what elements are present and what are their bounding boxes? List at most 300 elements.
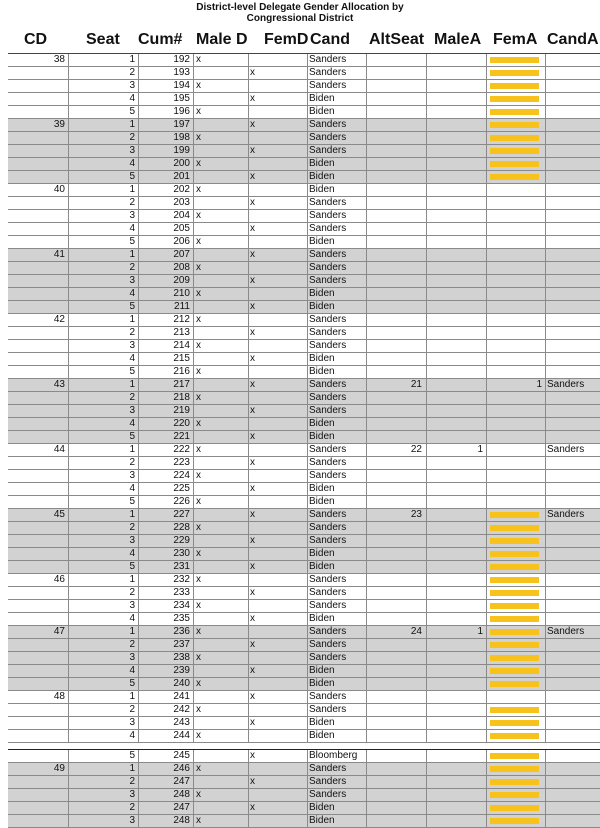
header-alt-seat: AltSeat <box>369 31 425 48</box>
cell-cand-a <box>545 314 600 326</box>
cell-fem-a <box>486 262 545 274</box>
table-row <box>8 340 600 353</box>
table-row <box>8 509 600 522</box>
cell-male-d: x <box>196 470 201 481</box>
cell-alt-seat <box>366 158 425 170</box>
fem-a-highlight-bar <box>490 525 539 531</box>
cell-cand-a <box>545 197 600 209</box>
table-row <box>8 548 600 561</box>
cell-alt-seat <box>366 392 425 404</box>
cell-male-a <box>426 106 486 118</box>
cell-male-d: x <box>196 54 201 65</box>
cell-cd <box>8 483 68 495</box>
cell-seat: 3 <box>129 340 135 351</box>
cell-cum: 203 <box>173 197 190 208</box>
table-row <box>8 327 600 340</box>
cell-alt-seat <box>366 535 425 547</box>
delegate-table <box>8 53 600 828</box>
cell-male-a <box>426 275 486 287</box>
fem-a-highlight-bar <box>490 122 539 128</box>
cell-alt-seat <box>366 750 425 762</box>
cell-cum: 207 <box>173 249 190 260</box>
cell-male-d <box>196 509 216 521</box>
cell-alt-seat <box>366 314 425 326</box>
cell-male-a <box>426 197 486 209</box>
fem-a-highlight-bar <box>490 681 539 687</box>
cell-cand-a <box>545 80 600 92</box>
cell-cand-a <box>545 470 600 482</box>
cell-cd: 41 <box>53 249 65 260</box>
cell-seat: 3 <box>129 717 135 728</box>
header-male-a: MaleA <box>434 31 482 48</box>
cell-fem-d <box>248 496 308 508</box>
cell-male-a <box>426 802 486 814</box>
cell-cand: Biden <box>309 730 335 741</box>
header-cand: Cand <box>310 31 350 48</box>
cell-cum: 235 <box>173 613 190 624</box>
cell-male-a <box>426 704 486 716</box>
table-row <box>8 392 600 405</box>
cell-male-a <box>426 314 486 326</box>
cell-cum: 238 <box>173 652 190 663</box>
cell-cum: 225 <box>173 483 190 494</box>
table-row <box>8 249 600 262</box>
cell-male-a <box>426 470 486 482</box>
cell-cd <box>8 678 68 690</box>
cell-male-d: x <box>196 418 201 429</box>
cell-male-a <box>426 301 486 313</box>
cell-fem-d: x <box>250 561 255 572</box>
cell-cd <box>8 613 68 625</box>
cell-cand: Biden <box>309 301 335 312</box>
cell-male-a <box>426 67 486 79</box>
table-row <box>8 444 600 457</box>
cell-cd <box>8 171 68 183</box>
cell-fem-a <box>486 405 545 417</box>
cell-cum: 234 <box>173 600 190 611</box>
cell-cand-a: Sanders <box>547 444 585 455</box>
cell-cand: Biden <box>309 431 335 442</box>
cell-male-a <box>426 509 486 521</box>
cell-cand: Biden <box>309 561 335 572</box>
cell-fem-d <box>248 340 308 352</box>
cell-alt-seat <box>366 470 425 482</box>
cell-fem-a <box>486 366 545 378</box>
fem-a-highlight-bar <box>490 109 539 115</box>
cell-cd <box>8 288 68 300</box>
cell-male-d <box>196 613 216 625</box>
cell-male-a <box>426 496 486 508</box>
cell-alt-seat <box>366 275 425 287</box>
cell-cand-a <box>545 210 600 222</box>
header-cand-a: CandA <box>547 31 599 48</box>
cell-seat: 1 <box>129 119 135 130</box>
cell-male-d <box>196 691 216 703</box>
cell-seat: 5 <box>129 678 135 689</box>
cell-cd <box>8 145 68 157</box>
fem-a-highlight-bar <box>490 720 539 726</box>
cell-cum: 204 <box>173 210 190 221</box>
cell-cand: Sanders <box>309 587 347 598</box>
cell-cand-a: Sanders <box>547 379 585 390</box>
cell-male-a <box>426 353 486 365</box>
cell-cum: 209 <box>173 275 190 286</box>
cell-cand: Sanders <box>309 80 347 91</box>
cell-seat: 5 <box>129 496 135 507</box>
cell-alt-seat <box>366 776 425 788</box>
cell-alt-seat <box>366 548 425 560</box>
cell-male-a <box>426 600 486 612</box>
table-row <box>8 379 600 392</box>
cell-cd <box>8 353 68 365</box>
cell-male-d <box>196 431 216 443</box>
cell-cum: 205 <box>173 223 190 234</box>
cell-alt-seat <box>366 80 425 92</box>
table-row <box>8 210 600 223</box>
cell-seat: 3 <box>129 815 135 826</box>
cell-seat: 5 <box>129 366 135 377</box>
fem-a-highlight-bar <box>490 564 539 570</box>
cell-fem-d: x <box>250 223 255 234</box>
cell-cand: Sanders <box>309 704 347 715</box>
cell-fem-d <box>248 158 308 170</box>
cell-fem-d: x <box>250 301 255 312</box>
cell-male-d: x <box>196 80 201 91</box>
table-row <box>8 145 600 158</box>
cell-cum: 242 <box>173 704 190 715</box>
cell-cand-a <box>545 106 600 118</box>
cell-male-d <box>196 535 216 547</box>
cell-cd <box>8 67 68 79</box>
cell-male-a <box>426 457 486 469</box>
table-row <box>8 639 600 652</box>
cell-fem-d: x <box>250 691 255 702</box>
cell-cum: 211 <box>174 301 190 312</box>
cell-male-d <box>196 223 216 235</box>
cell-seat: 1 <box>129 574 135 585</box>
cell-male-d <box>196 561 216 573</box>
cell-cand-a <box>545 418 600 430</box>
table-row <box>8 600 600 613</box>
cell-cum: 228 <box>173 522 190 533</box>
cell-cand: Biden <box>309 106 335 117</box>
table-row <box>8 301 600 314</box>
cell-male-a <box>426 327 486 339</box>
cell-cand-a <box>545 67 600 79</box>
cell-cand: Sanders <box>309 249 347 260</box>
cell-male-d <box>196 249 216 261</box>
cell-alt-seat <box>366 366 425 378</box>
table-row <box>8 763 600 776</box>
table-row <box>8 626 600 639</box>
table-row <box>8 366 600 379</box>
cell-cum: 202 <box>173 184 190 195</box>
cell-fem-d <box>248 314 308 326</box>
cell-fem-a <box>486 197 545 209</box>
cell-male-a <box>426 613 486 625</box>
cell-fem-d: x <box>250 665 255 676</box>
cell-male-d <box>196 171 216 183</box>
cell-seat: 4 <box>129 158 135 169</box>
cell-seat: 4 <box>129 483 135 494</box>
cell-cand-a <box>545 392 600 404</box>
document-title-line-1: District-level Delegate Gender Allocation by <box>196 2 404 13</box>
cell-fem-a <box>486 431 545 443</box>
cell-cum: 212 <box>173 314 190 325</box>
cell-male-a <box>426 730 486 742</box>
cell-cand: Biden <box>309 548 335 559</box>
cell-cd <box>8 717 68 729</box>
cell-cand: Biden <box>309 288 335 299</box>
cell-cand: Sanders <box>309 600 347 611</box>
cell-alt-seat <box>366 327 425 339</box>
cell-seat: 1 <box>129 184 135 195</box>
cell-fem-a <box>486 691 545 703</box>
table-row <box>8 288 600 301</box>
cell-male-d <box>196 639 216 651</box>
fem-a-highlight-bar <box>490 668 539 674</box>
cell-male-d: x <box>196 392 201 403</box>
cell-fem-a <box>486 275 545 287</box>
cell-alt-seat <box>366 600 425 612</box>
cell-male-a <box>426 483 486 495</box>
fem-a-highlight-bar <box>490 70 539 76</box>
cell-cd: 45 <box>53 509 65 520</box>
cell-cd: 38 <box>53 54 65 65</box>
cell-male-a <box>426 210 486 222</box>
cell-cum: 208 <box>173 262 190 273</box>
cell-male-a <box>426 418 486 430</box>
cell-alt-seat <box>366 457 425 469</box>
cell-alt-seat <box>366 613 425 625</box>
fem-a-highlight-bar <box>490 616 539 622</box>
cell-fem-d <box>248 392 308 404</box>
cell-cd <box>8 223 68 235</box>
cell-cd <box>8 600 68 612</box>
cell-cand: Biden <box>309 483 335 494</box>
cell-cum: 219 <box>173 405 190 416</box>
cell-cum: 223 <box>173 457 190 468</box>
cell-male-d: x <box>196 132 201 143</box>
table-row <box>8 613 600 626</box>
cell-seat: 2 <box>129 262 135 273</box>
cell-cand: Sanders <box>309 691 347 702</box>
fem-a-highlight-bar <box>490 805 539 811</box>
cell-cum: 243 <box>173 717 190 728</box>
cell-fem-a <box>486 236 545 248</box>
cell-seat: 1 <box>129 691 135 702</box>
cell-cum: 248 <box>173 789 190 800</box>
cell-cum: 247 <box>173 802 190 813</box>
cell-fem-d: x <box>250 171 255 182</box>
cell-fem-d: x <box>250 67 255 78</box>
cell-male-d <box>196 145 216 157</box>
cell-seat: 3 <box>129 470 135 481</box>
cell-cand-a <box>545 613 600 625</box>
cell-cd <box>8 197 68 209</box>
cell-cd <box>8 80 68 92</box>
cell-male-a <box>426 587 486 599</box>
cell-cand-a <box>545 600 600 612</box>
table-row <box>8 496 600 509</box>
cell-male-d: x <box>196 704 201 715</box>
cell-cand-a <box>545 301 600 313</box>
fem-a-highlight-bar <box>490 512 539 518</box>
cell-male-d: x <box>196 314 201 325</box>
cell-male-d <box>196 717 216 729</box>
cell-cand: Sanders <box>309 763 347 774</box>
cell-fem-d: x <box>250 535 255 546</box>
cell-fem-d: x <box>250 457 255 468</box>
cell-fem-d <box>248 80 308 92</box>
cell-alt-seat <box>366 340 425 352</box>
cell-cand-a <box>545 171 600 183</box>
cell-cum: 214 <box>173 340 190 351</box>
cell-cand-a <box>545 431 600 443</box>
cell-cum: 224 <box>173 470 190 481</box>
cell-cand-a <box>545 275 600 287</box>
cell-cand-a: Sanders <box>547 509 585 520</box>
cell-cand-a <box>545 802 600 814</box>
cell-alt-seat <box>366 67 425 79</box>
cell-seat: 5 <box>129 750 135 761</box>
cell-cd <box>8 327 68 339</box>
cell-cd <box>8 275 68 287</box>
fem-a-highlight-bar <box>490 779 539 785</box>
fem-a-highlight-bar <box>490 766 539 772</box>
table-row <box>8 197 600 210</box>
table-row <box>8 431 600 444</box>
cell-alt-seat <box>366 639 425 651</box>
cell-seat: 2 <box>129 639 135 650</box>
cell-cand: Sanders <box>309 145 347 156</box>
cell-male-a <box>426 288 486 300</box>
cell-cd <box>8 431 68 443</box>
cell-fem-a <box>486 470 545 482</box>
cell-alt-seat <box>366 431 425 443</box>
cell-fem-d <box>248 652 308 664</box>
cell-cand-a <box>545 483 600 495</box>
cell-male-d <box>196 301 216 313</box>
cell-cand-a <box>545 236 600 248</box>
cell-cand: Biden <box>309 366 335 377</box>
cell-cd: 49 <box>53 763 65 774</box>
cell-seat: 4 <box>129 223 135 234</box>
cell-fem-d: x <box>250 587 255 598</box>
cell-alt-seat <box>366 249 425 261</box>
cell-alt-seat <box>366 262 425 274</box>
cell-cand: Sanders <box>309 776 347 787</box>
cell-male-d: x <box>196 236 201 247</box>
cell-male-a <box>426 340 486 352</box>
cell-cum: 196 <box>173 106 190 117</box>
cell-cand-a <box>545 789 600 801</box>
cell-seat: 3 <box>129 789 135 800</box>
cell-seat: 5 <box>129 106 135 117</box>
cell-cand-a <box>545 158 600 170</box>
cell-cd: 42 <box>53 314 65 325</box>
cell-cum: 237 <box>173 639 190 650</box>
cell-alt-seat <box>366 496 425 508</box>
document-title-line-2: Congressional District <box>246 13 354 24</box>
cell-cand: Sanders <box>309 132 347 143</box>
table-row <box>8 275 600 288</box>
cell-male-d <box>196 750 216 762</box>
cell-cand-a: Sanders <box>547 626 585 637</box>
cell-seat: 4 <box>129 730 135 741</box>
cell-male-d: x <box>196 763 201 774</box>
cell-cand-a <box>545 327 600 339</box>
cell-fem-d: x <box>250 802 255 813</box>
cell-cand: Sanders <box>309 119 347 130</box>
cell-cum: 245 <box>173 750 190 761</box>
cell-male-d <box>196 327 216 339</box>
cell-fem-d <box>248 789 308 801</box>
cell-alt-seat <box>366 236 425 248</box>
cell-alt-seat <box>366 197 425 209</box>
cell-male-a <box>426 236 486 248</box>
cell-cand: Sanders <box>309 509 347 520</box>
cell-seat: 2 <box>129 587 135 598</box>
cell-male-a <box>426 158 486 170</box>
cell-fem-d <box>248 54 308 66</box>
cell-seat: 4 <box>129 288 135 299</box>
cell-fem-a <box>486 392 545 404</box>
table-row <box>8 80 600 93</box>
cell-alt-seat <box>366 802 425 814</box>
cell-fem-d: x <box>250 249 255 260</box>
cell-cand-a <box>545 288 600 300</box>
cell-cd <box>8 418 68 430</box>
cell-male-d: x <box>196 730 201 741</box>
cell-cd <box>8 210 68 222</box>
cell-fem-a <box>486 444 545 456</box>
cell-fem-d <box>248 574 308 586</box>
cell-cand: Sanders <box>309 210 347 221</box>
cell-male-d: x <box>196 815 201 826</box>
table-row <box>8 171 600 184</box>
cell-cand: Biden <box>309 236 335 247</box>
cell-alt-seat <box>366 353 425 365</box>
cell-seat: 1 <box>129 626 135 637</box>
cell-seat: 2 <box>129 522 135 533</box>
cell-fem-d <box>248 600 308 612</box>
cell-fem-d: x <box>250 613 255 624</box>
cell-male-d: x <box>196 444 201 455</box>
cell-cand-a <box>545 353 600 365</box>
cell-male-a <box>426 639 486 651</box>
cell-seat: 2 <box>129 132 135 143</box>
cell-male-a <box>426 132 486 144</box>
table-row <box>8 574 600 587</box>
cell-cand-a <box>545 717 600 729</box>
cell-seat: 2 <box>129 327 135 338</box>
cell-fem-d <box>248 106 308 118</box>
table-row <box>8 652 600 665</box>
table-row <box>8 470 600 483</box>
cell-cand-a <box>545 535 600 547</box>
cell-fem-d <box>248 522 308 534</box>
cell-alt-seat <box>366 691 425 703</box>
cell-seat: 3 <box>129 80 135 91</box>
cell-cum: 247 <box>173 776 190 787</box>
cell-cd: 43 <box>53 379 65 390</box>
cell-male-a <box>426 392 486 404</box>
cell-cd <box>8 665 68 677</box>
cell-alt-seat <box>366 561 425 573</box>
cell-fem-d <box>248 470 308 482</box>
table-row <box>8 483 600 496</box>
